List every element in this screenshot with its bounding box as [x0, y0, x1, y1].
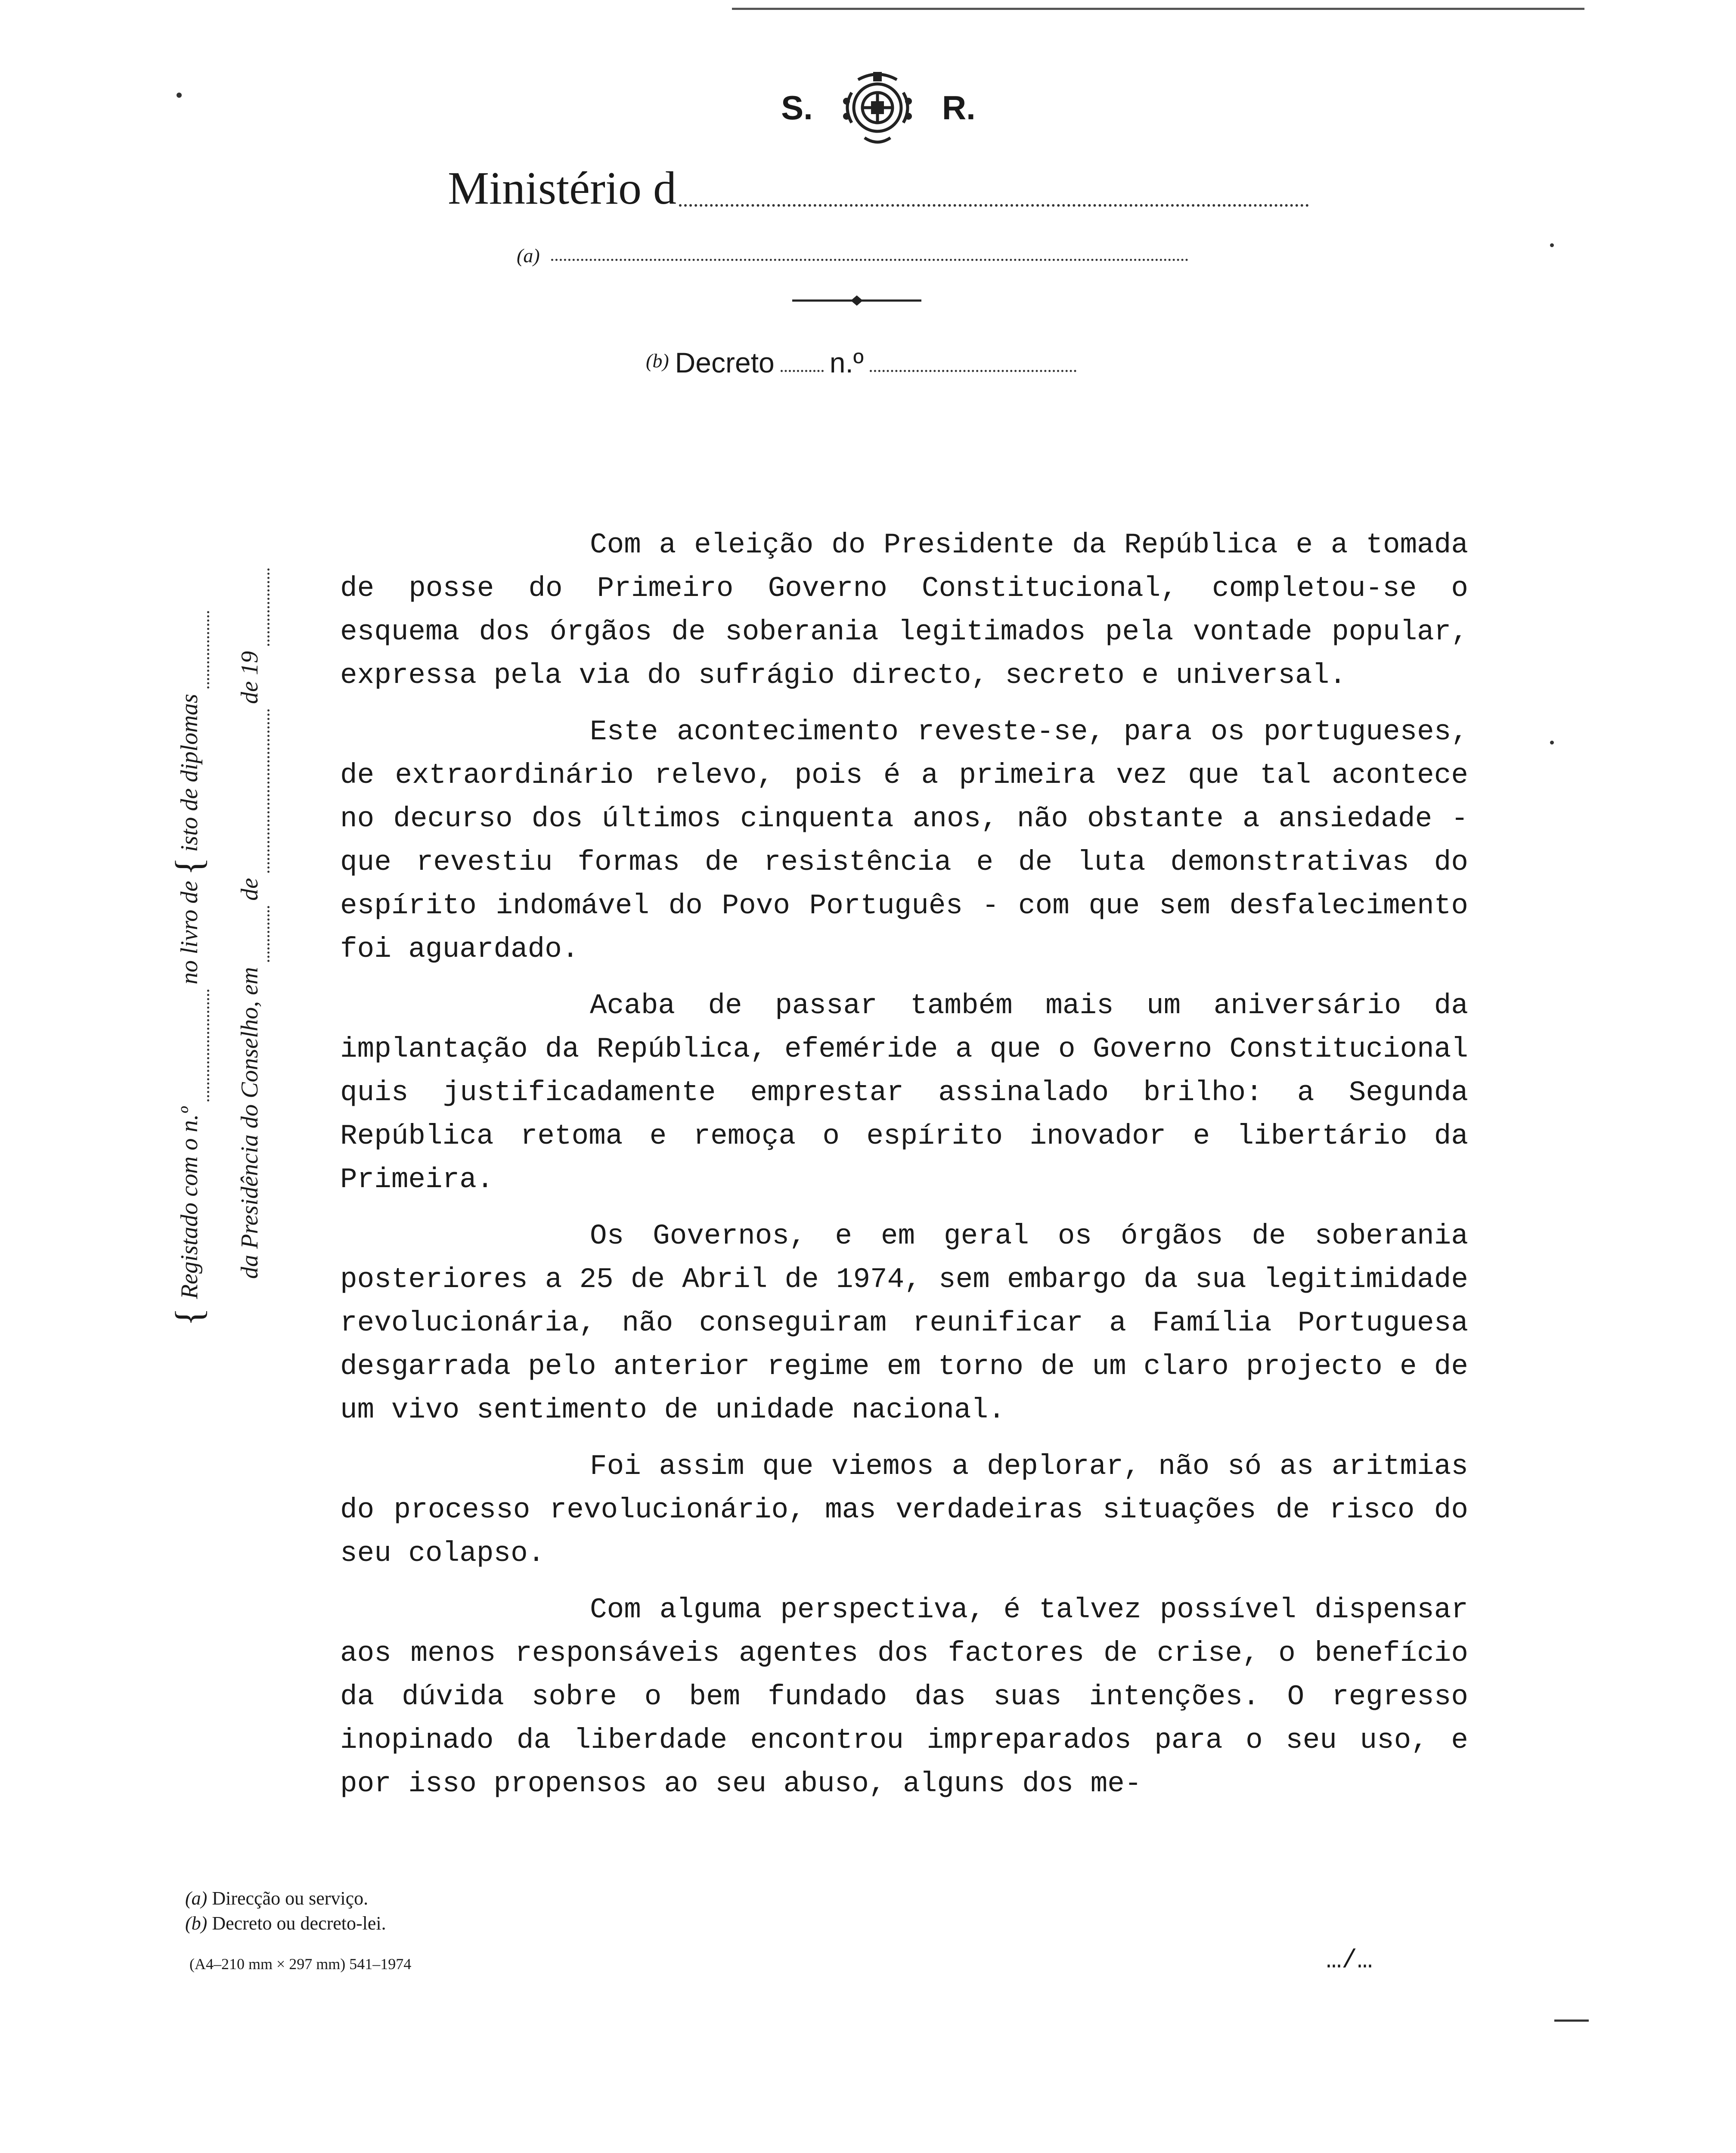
body-paragraph-5: Foi assim que viemos a deplorar, não só as aritmias do processo revolucionário, mas verdadeiras situações de risco do seu colapso.: [340, 1450, 1468, 1570]
decree-body: [340, 523, 1468, 1818]
coat-of-arms-icon: [834, 67, 921, 149]
margin-year-label: de 19: [236, 651, 263, 704]
footnotes: [185, 1886, 573, 1936]
margin-de-label: de: [236, 878, 263, 901]
service-fill-line: [551, 259, 1188, 261]
margin-number-fill: [207, 990, 209, 1101]
body-paragraph-1: Com a eleição do Presidente da República e a tomada de posse do Primeiro Governo Constitucional, completou-se o esquema dos órgãos de soberania legitimados pela vontade popular, expressa pela via do sufrágio directo, secreto e universal.: [340, 529, 1468, 692]
margin-brace-2: {: [168, 857, 211, 876]
decree-marker: (b): [646, 350, 669, 372]
decree-line: [646, 332, 1076, 379]
decree-label: Decreto: [675, 347, 775, 378]
footnote-b: [185, 1911, 573, 1936]
margin-registered-label: Registado com o n.º: [176, 1107, 203, 1299]
margin-council-label: da Presidência do Conselho, em: [236, 967, 263, 1279]
margin-note-line-1: [159, 508, 220, 1326]
top-edge-rule: [732, 8, 1584, 10]
ministry-fill-line: [679, 204, 1309, 207]
footnote-b-text: Decreto ou decreto-lei.: [212, 1913, 386, 1934]
body-paragraph-3: Acaba de passar também mais um aniversário da implantação da República, efeméride a que o Governo Constitucional quis justificadamente emprestar assinalado brilho: a Segunda República retoma e remoça o espírito inovador e libertário da Primeira.: [340, 990, 1468, 1196]
footnote-a: [185, 1886, 573, 1911]
body-paragraph-6: Com alguma perspectiva, é talvez possível dispensar aos menos responsáveis agentes dos factores de crise, o benefício da dúvida sobre o bem fundado das suas intenções. O regresso inopinado da liberdade encontrou impreparados para o seu uso, e por isso propensos ao seu abuso, alguns dos me-: [340, 1594, 1468, 1800]
service-marker: (a): [517, 245, 540, 267]
ministry-line: [448, 155, 1309, 215]
body-paragraph-2: Este acontecimento reveste-se, para os portugueses, de extraordinário relevo, pois é a primeira vez que tal acontece no decurso dos últimos cinquenta anos, não obstante a ansiedade - que revestiu formas de resistência e de luta demonstrativas do espírito indomável do Povo Português - com que sem desfalecimento foi aguardado.: [340, 716, 1468, 965]
margin-month-fill: [267, 709, 270, 873]
decree-type-fill: [781, 370, 824, 372]
decree-number-fill: [870, 370, 1076, 372]
divider-ornament: [792, 292, 921, 309]
letterhead-s: S.: [781, 88, 813, 127]
footnote-b-marker: (b): [185, 1913, 208, 1934]
margin-note-line-2: [220, 508, 280, 1326]
body-paragraph-4: Os Governos, e em geral os órgãos de soberania posteriores a 25 de Abril de 1974, sem embargo da sua legitimidade revolucionária, não conseguiram reunificar a Família Portuguesa desgarrada pelo anterior regime em torno de um claro projecto e de um vivo sentimento de unidade nacional.: [340, 1220, 1468, 1426]
scan-speck: [1550, 741, 1554, 745]
scan-speck: [1550, 243, 1554, 247]
registration-margin-note: [142, 508, 306, 1326]
margin-day-fill: [267, 906, 270, 962]
letterhead: [723, 65, 1033, 151]
margin-end-fill-1: [207, 611, 209, 689]
continued-marker: …/…: [1326, 1946, 1373, 1976]
scan-mark: [1554, 2020, 1589, 2022]
margin-book-label: no livro de: [176, 881, 203, 985]
margin-diplomas-label: isto de diplomas: [176, 694, 203, 852]
footnote-a-marker: (a): [185, 1888, 208, 1909]
form-code: (A4–210 mm × 297 mm) 541–1974: [189, 1955, 412, 1973]
margin-end-fill-2: [267, 568, 270, 646]
service-line: [517, 233, 1188, 267]
decree-number-label: n.º: [829, 347, 864, 378]
scan-speck: [177, 93, 182, 98]
ministry-label: Ministério d: [448, 163, 676, 214]
footnote-a-text: Direcção ou serviço.: [212, 1888, 369, 1909]
margin-brace: {: [168, 1307, 211, 1326]
letterhead-r: R.: [942, 88, 976, 127]
